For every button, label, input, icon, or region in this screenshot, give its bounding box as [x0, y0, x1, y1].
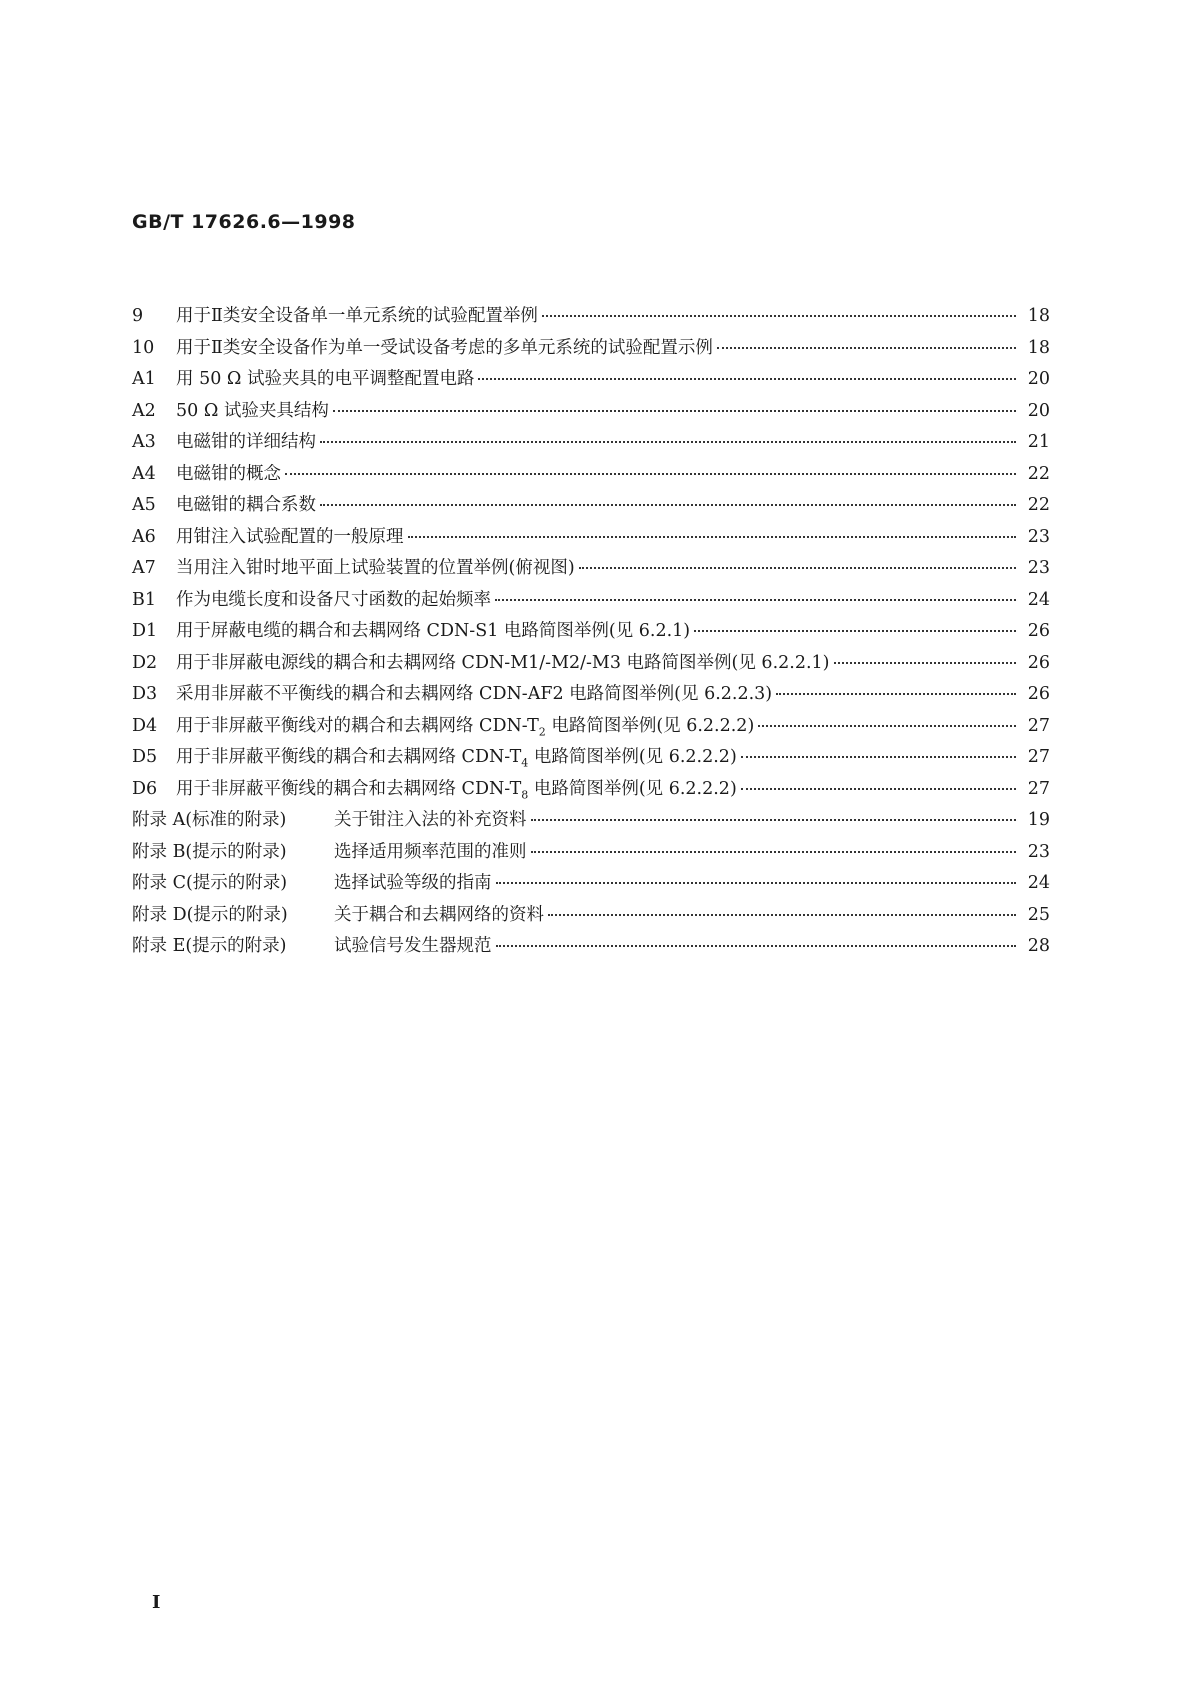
leader-dots	[333, 410, 1016, 412]
toc-entry-fig-a3[interactable]	[132, 428, 1050, 460]
entry-page: 22	[1027, 495, 1050, 515]
toc-entry-fig-a2[interactable]	[132, 397, 1050, 429]
toc-entry-appendix-a[interactable]	[132, 806, 1050, 838]
entry-page: 26	[1027, 684, 1050, 704]
entry-page: 25	[1027, 904, 1050, 925]
leader-dots	[717, 347, 1016, 349]
appendix-label: 附录 D(提示的附录)	[132, 904, 288, 925]
entry-title: 用 50 Ω 试验夹具的电平调整配置电路	[176, 369, 475, 389]
appendix-label: 附录 A(标准的附录)	[132, 810, 287, 830]
entry-title: 用于非屏蔽电源线的耦合和去耦网络 CDN-M1/-M2/-M3 电路简图举例(见 6.2.2.1)	[176, 652, 830, 673]
leader-dots	[496, 882, 1017, 884]
entry-page: 18	[1027, 306, 1050, 326]
entry-page: 20	[1027, 400, 1050, 421]
leader-dots	[320, 504, 1016, 506]
leader-dots	[320, 441, 1016, 443]
entry-number: A4	[132, 463, 156, 484]
entry-page: 24	[1027, 873, 1050, 893]
entry-title: 用钳注入试验配置的一般原理	[176, 526, 404, 547]
toc-entry-appendix-b[interactable]	[132, 838, 1050, 870]
entry-title: 50 Ω 试验夹具结构	[176, 400, 329, 421]
entry-title: 选择适用频率范围的准则	[334, 841, 527, 862]
entry-title: 作为电缆长度和设备尺寸函数的起始频率	[176, 589, 491, 610]
entry-page: 26	[1027, 652, 1050, 673]
entry-title: 关于耦合和去耦网络的资料	[334, 904, 544, 925]
entry-number: A7	[132, 558, 156, 578]
entry-page: 28	[1027, 936, 1050, 956]
entry-title: 电磁钳的耦合系数	[176, 495, 316, 515]
toc-entry-fig-d5[interactable]	[132, 743, 1050, 775]
entry-page: 22	[1027, 463, 1050, 484]
entry-number: D3	[132, 684, 158, 704]
leader-dots	[542, 315, 1016, 317]
leader-dots	[694, 630, 1016, 632]
entry-number: 10	[132, 337, 155, 358]
entry-number: D5	[132, 747, 158, 767]
toc-entry-fig-d3[interactable]	[132, 680, 1050, 712]
document-number: GB/T 17626.6—1998	[132, 211, 356, 233]
appendix-label: 附录 B(提示的附录)	[132, 841, 287, 862]
toc-entry-fig-9[interactable]	[132, 302, 1050, 334]
leader-dots	[285, 473, 1016, 475]
entry-page: 26	[1027, 621, 1050, 641]
table-of-contents	[132, 302, 1050, 964]
toc-entry-fig-a4[interactable]	[132, 460, 1050, 492]
toc-entry-fig-d6[interactable]	[132, 775, 1050, 807]
toc-entry-fig-10[interactable]	[132, 334, 1050, 366]
entry-page: 23	[1027, 841, 1050, 862]
toc-entry-fig-a7[interactable]	[132, 554, 1050, 586]
entry-number: A2	[132, 400, 156, 421]
toc-entry-appendix-e[interactable]	[132, 932, 1050, 964]
toc-entry-appendix-d[interactable]	[132, 901, 1050, 933]
entry-page: 27	[1027, 715, 1050, 736]
leader-dots	[531, 819, 1017, 821]
leader-dots	[741, 788, 1016, 790]
toc-entry-fig-a1[interactable]	[132, 365, 1050, 397]
entry-page: 21	[1027, 432, 1050, 452]
entry-title: 用于Ⅱ类安全设备单一单元系统的试验配置举例	[176, 306, 538, 326]
page-number: Ⅰ	[152, 1592, 161, 1613]
leader-dots	[758, 725, 1016, 727]
leader-dots	[408, 536, 1017, 538]
toc-entry-fig-d2[interactable]	[132, 649, 1050, 681]
entry-title: 选择试验等级的指南	[334, 873, 492, 893]
entry-title: 电磁钳的详细结构	[176, 432, 316, 452]
leader-dots	[741, 756, 1016, 758]
leader-dots	[496, 945, 1017, 947]
entry-title: 关于钳注入法的补充资料	[334, 810, 527, 830]
entry-number: B1	[132, 589, 156, 610]
entry-page: 27	[1027, 778, 1050, 799]
toc-entry-appendix-c[interactable]	[132, 869, 1050, 901]
entry-title: 当用注入钳时地平面上试验装置的位置举例(俯视图)	[176, 558, 575, 578]
leader-dots	[548, 914, 1016, 916]
entry-number: 9	[132, 306, 144, 326]
entry-title: 用于Ⅱ类安全设备作为单一受试设备考虑的多单元系统的试验配置示例	[176, 337, 713, 358]
entry-title: 用于非屏蔽平衡线对的耦合和去耦网络 CDN-$T_2$ 电路简图举例(见 6.2.2.2)	[176, 715, 755, 738]
entry-number: D1	[132, 621, 158, 641]
leader-dots	[776, 693, 1016, 695]
leader-dots	[834, 662, 1017, 664]
entry-page: 20	[1027, 369, 1050, 389]
entry-number: A3	[132, 432, 156, 452]
entry-number: A5	[132, 495, 156, 515]
entry-title: 电磁钳的概念	[176, 463, 281, 484]
entry-title: 用于非屏蔽平衡线的耦合和去耦网络 CDN-$T_4$ 电路简图举例(见 6.2.2.2)	[176, 747, 737, 770]
entry-title: 采用非屏蔽不平衡线的耦合和去耦网络 CDN-AF2 电路简图举例(见 6.2.2.3)	[176, 684, 773, 704]
entry-number: D2	[132, 652, 158, 673]
entry-title: 试验信号发生器规范	[334, 936, 492, 956]
leader-dots	[531, 851, 1017, 853]
toc-entry-fig-d1[interactable]	[132, 617, 1050, 649]
toc-entry-fig-a6[interactable]	[132, 523, 1050, 555]
leader-dots	[478, 378, 1016, 380]
entry-number: A1	[132, 369, 156, 389]
entry-page: 27	[1027, 747, 1050, 767]
entry-number: D6	[132, 778, 158, 799]
toc-entry-fig-d4[interactable]	[132, 712, 1050, 744]
entry-page: 23	[1027, 558, 1050, 578]
toc-entry-fig-a5[interactable]	[132, 491, 1050, 523]
entry-page: 18	[1027, 337, 1050, 358]
leader-dots	[495, 599, 1016, 601]
entry-title: 用于屏蔽电缆的耦合和去耦网络 CDN-S1 电路简图举例(见 6.2.1)	[176, 621, 691, 641]
entry-title: 用于非屏蔽平衡线的耦合和去耦网络 CDN-$T_8$ 电路简图举例(见 6.2.2.2)	[176, 778, 737, 801]
leader-dots	[579, 567, 1016, 569]
appendix-label: 附录 C(提示的附录)	[132, 873, 288, 893]
entry-number: A6	[132, 526, 156, 547]
appendix-label: 附录 E(提示的附录)	[132, 936, 287, 956]
toc-entry-fig-b1[interactable]	[132, 586, 1050, 618]
entry-page: 24	[1027, 589, 1050, 610]
entry-page: 23	[1027, 526, 1050, 547]
entry-page: 19	[1027, 810, 1050, 830]
entry-number: D4	[132, 715, 158, 736]
